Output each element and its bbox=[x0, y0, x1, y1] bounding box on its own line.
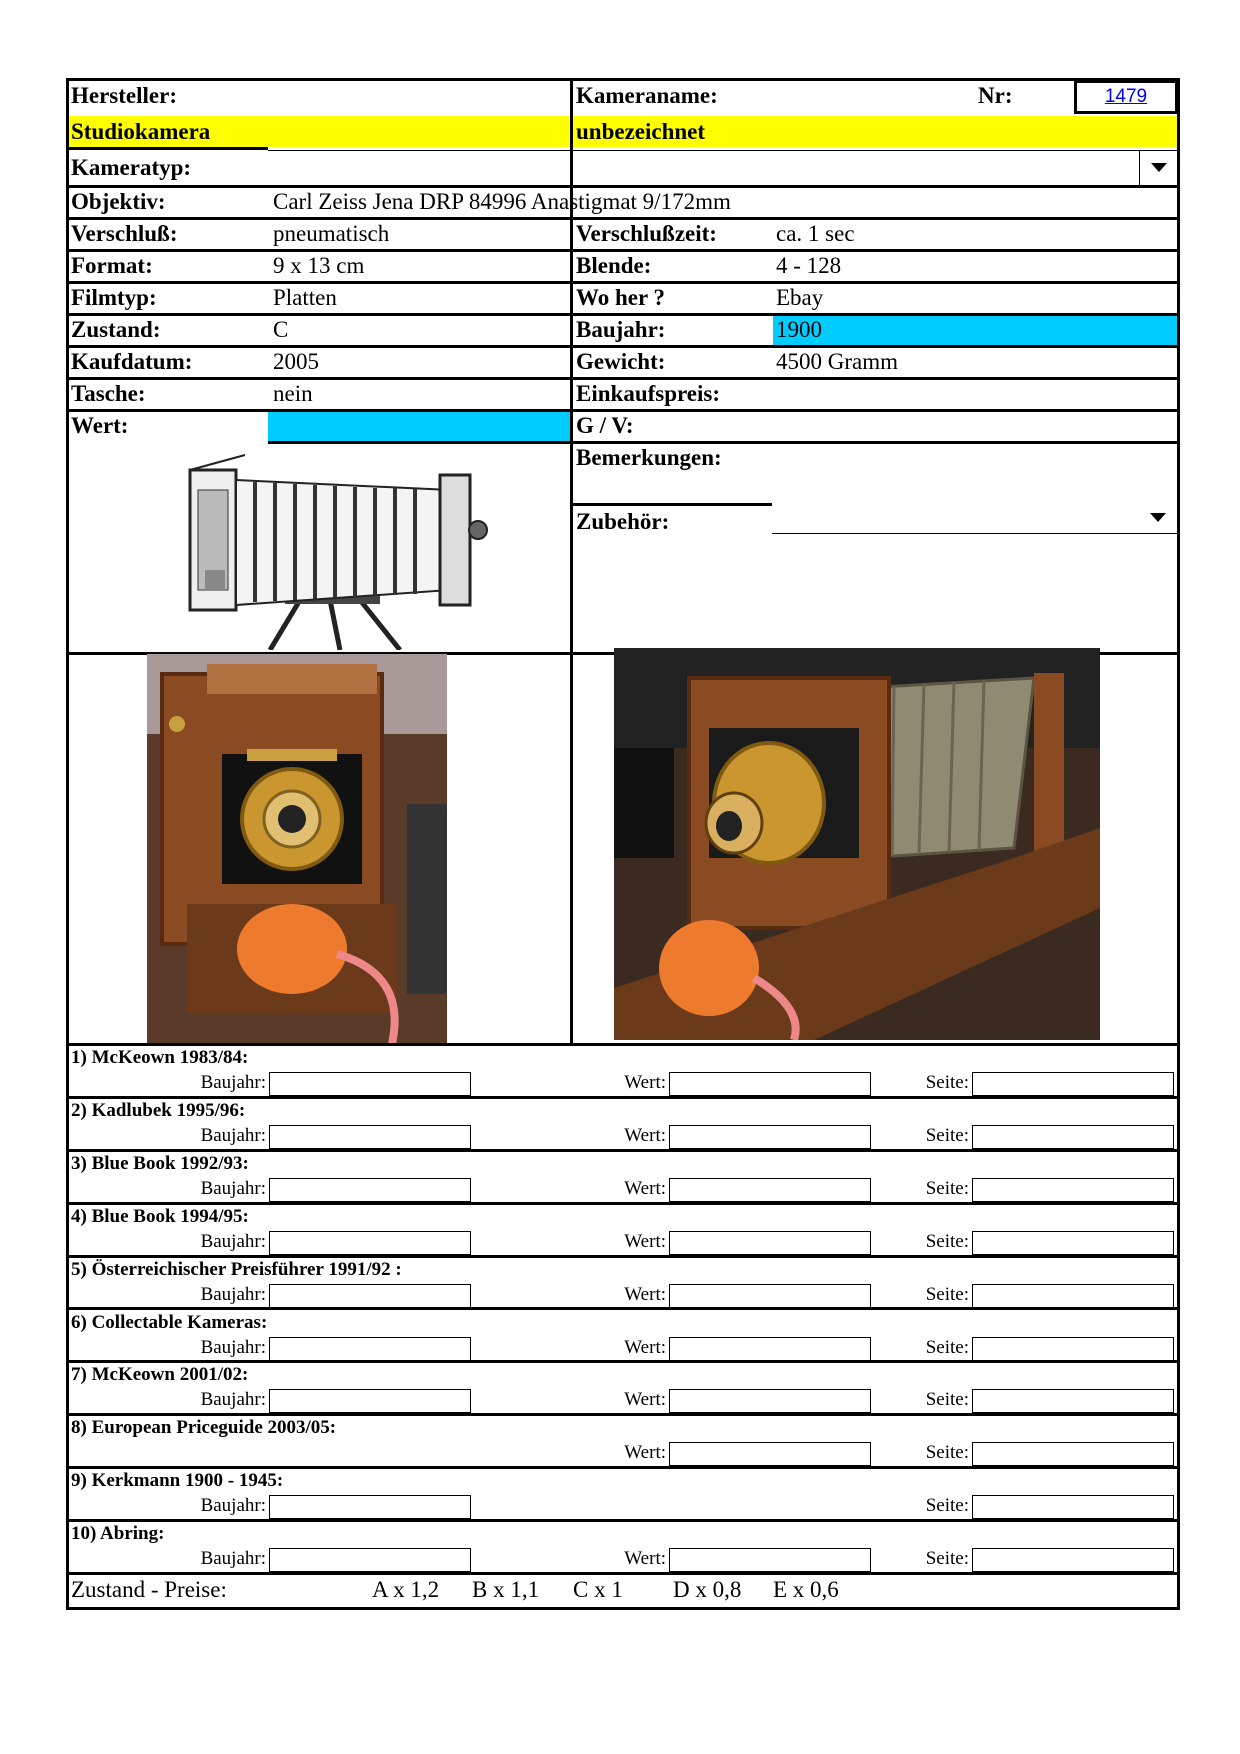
wert-input[interactable] bbox=[669, 1178, 871, 1202]
baujahr-input[interactable] bbox=[269, 1389, 471, 1413]
kameraname-value: unbezeichnet bbox=[576, 119, 706, 144]
preis-e: E x 0,6 bbox=[773, 1577, 839, 1602]
nr-label: Nr: bbox=[978, 83, 1013, 108]
reference-row bbox=[66, 1363, 1180, 1416]
seite-label: Seite: bbox=[925, 1548, 969, 1570]
wert-label: Wert: bbox=[624, 1177, 666, 1199]
woher-value: Ebay bbox=[776, 285, 824, 310]
reference-row bbox=[66, 1522, 1180, 1575]
baujahr-label: Baujahr: bbox=[200, 1072, 266, 1093]
reference-row bbox=[66, 1099, 1180, 1152]
baujahr-label: Baujahr: bbox=[200, 1230, 266, 1252]
kameratyp-dropdown-button[interactable] bbox=[1139, 150, 1178, 185]
kameraname-label: Kameraname: bbox=[576, 83, 718, 108]
reference-title: 5) Österreichischer Preisführer 1991/92 : bbox=[71, 1258, 402, 1280]
wert-label: Wert: bbox=[624, 1124, 666, 1146]
baujahr-label: Baujahr: bbox=[200, 1283, 266, 1305]
objektiv-value: Carl Zeiss Jena DRP 84996 Anastigmat 9/172mm bbox=[273, 189, 731, 214]
preis-a: A x 1,2 bbox=[372, 1577, 440, 1602]
reference-title: 10) Abring: bbox=[71, 1523, 165, 1545]
baujahr-input[interactable] bbox=[269, 1178, 471, 1202]
baujahr-input[interactable] bbox=[269, 1231, 471, 1255]
verschlusszeit-value: ca. 1 sec bbox=[776, 221, 855, 246]
preis-c: C x 1 bbox=[573, 1577, 623, 1602]
wert-input[interactable] bbox=[669, 1125, 871, 1149]
reference-title: 9) Kerkmann 1900 - 1945: bbox=[71, 1470, 284, 1492]
blende-value: 4 - 128 bbox=[776, 253, 842, 278]
reference-title: 2) Kadlubek 1995/96: bbox=[71, 1099, 246, 1121]
preis-b: B x 1,1 bbox=[472, 1577, 540, 1602]
reference-title: 8) European Priceguide 2003/05: bbox=[71, 1417, 337, 1439]
price-references bbox=[66, 1046, 1180, 1575]
baujahr-input[interactable] bbox=[269, 1495, 471, 1519]
seite-label: Seite: bbox=[925, 1442, 969, 1464]
center-divider-top bbox=[570, 78, 573, 658]
hersteller-value: Studiokamera bbox=[71, 119, 211, 144]
seite-label: Seite: bbox=[925, 1124, 969, 1146]
seite-input[interactable] bbox=[972, 1495, 1174, 1519]
seite-label: Seite: bbox=[925, 1283, 969, 1305]
baujahr-label: Baujahr: bbox=[200, 1124, 266, 1146]
wert-label: Wert: bbox=[624, 1072, 666, 1093]
format-value: 9 x 13 cm bbox=[273, 253, 365, 278]
wert-label: Wert: bbox=[624, 1389, 666, 1411]
wert-label: Wert: bbox=[624, 1548, 666, 1570]
seite-input[interactable] bbox=[972, 1442, 1174, 1466]
nr-box bbox=[1074, 80, 1178, 114]
gewicht-label: Gewicht: bbox=[576, 349, 666, 374]
filmtyp-label: Filmtyp: bbox=[71, 285, 157, 310]
seite-label: Seite: bbox=[925, 1177, 969, 1199]
baujahr-input[interactable] bbox=[269, 1284, 471, 1308]
seite-input[interactable] bbox=[972, 1125, 1174, 1149]
bemerkungen-label: Bemerkungen: bbox=[576, 445, 722, 470]
seite-input[interactable] bbox=[972, 1178, 1174, 1202]
wert-label: Wert: bbox=[71, 413, 129, 438]
zustand-value: C bbox=[273, 317, 289, 342]
baujahr-input[interactable] bbox=[269, 1337, 471, 1361]
objektiv-label: Objektiv: bbox=[71, 189, 166, 214]
filmtyp-value: Platten bbox=[273, 285, 337, 310]
wert-input[interactable] bbox=[669, 1284, 871, 1308]
chevron-down-icon[interactable] bbox=[1150, 513, 1166, 522]
reference-row bbox=[66, 1469, 1180, 1522]
zubehoer-label: Zubehör: bbox=[576, 509, 670, 534]
reference-title: 7) McKeown 2001/02: bbox=[71, 1364, 249, 1386]
line-under-hersteller bbox=[66, 147, 268, 150]
reference-divider bbox=[66, 1572, 1180, 1575]
baujahr-input[interactable] bbox=[269, 1072, 471, 1096]
wert-input[interactable] bbox=[669, 1389, 871, 1413]
preis-d: D x 0,8 bbox=[673, 1577, 742, 1602]
seite-label: Seite: bbox=[925, 1336, 969, 1358]
verschluss-label: Verschluß: bbox=[71, 221, 178, 246]
reference-title: 4) Blue Book 1994/95: bbox=[71, 1205, 249, 1227]
frame-bottom bbox=[66, 1607, 1180, 1610]
baujahr-label: Baujahr: bbox=[200, 1548, 266, 1570]
line-under-wert bbox=[268, 441, 570, 444]
zubehoer-underline bbox=[772, 533, 1177, 534]
einkaufspreis-label: Einkaufspreis: bbox=[576, 381, 721, 406]
reference-row bbox=[66, 1311, 1180, 1364]
kaufdatum-value: 2005 bbox=[273, 349, 319, 374]
reference-row bbox=[66, 1205, 1180, 1258]
blende-label: Blende: bbox=[576, 253, 652, 278]
seite-input[interactable] bbox=[972, 1548, 1174, 1572]
format-label: Format: bbox=[71, 253, 153, 278]
camera-sketch-image bbox=[160, 450, 490, 650]
baujahr-input[interactable] bbox=[269, 1548, 471, 1572]
baujahr-input[interactable] bbox=[269, 1125, 471, 1149]
seite-label: Seite: bbox=[925, 1495, 969, 1517]
reference-title: 6) Collectable Kameras: bbox=[71, 1311, 268, 1333]
wert-label: Wert: bbox=[624, 1230, 666, 1252]
reference-row bbox=[66, 1152, 1180, 1205]
wert-input[interactable] bbox=[669, 1337, 871, 1361]
reference-row bbox=[66, 1046, 1180, 1099]
tasche-label: Tasche: bbox=[71, 381, 146, 406]
zustand-label: Zustand: bbox=[71, 317, 161, 342]
baujahr-label: Baujahr: bbox=[200, 1495, 266, 1517]
kameratyp-label: Kameratyp: bbox=[71, 155, 192, 180]
wert-highlight bbox=[268, 412, 570, 441]
reference-row bbox=[66, 1258, 1180, 1311]
gv-label: G / V: bbox=[576, 413, 634, 438]
seite-input[interactable] bbox=[972, 1337, 1174, 1361]
center-divider-photos bbox=[570, 652, 573, 1046]
wert-input[interactable] bbox=[669, 1548, 871, 1572]
seite-input[interactable] bbox=[972, 1231, 1174, 1255]
verschluss-value: pneumatisch bbox=[273, 221, 390, 246]
kaufdatum-label: Kaufdatum: bbox=[71, 349, 193, 374]
baujahr-highlight bbox=[773, 316, 1177, 345]
woher-label: Wo her ? bbox=[576, 285, 666, 310]
zustand-preise-label: Zustand - Preise: bbox=[71, 1577, 227, 1602]
nr-link[interactable]: 1479 bbox=[1104, 86, 1148, 107]
seite-label: Seite: bbox=[925, 1230, 969, 1252]
wert-input[interactable] bbox=[669, 1231, 871, 1255]
seite-input[interactable] bbox=[972, 1389, 1174, 1413]
wert-label: Wert: bbox=[624, 1336, 666, 1358]
baujahr-label: Baujahr: bbox=[576, 317, 666, 342]
kameratyp-topline bbox=[268, 150, 1177, 151]
seite-label: Seite: bbox=[925, 1389, 969, 1411]
baujahr-value: 1900 bbox=[776, 317, 822, 342]
reference-title: 1) McKeown 1983/84: bbox=[71, 1047, 249, 1068]
seite-input[interactable] bbox=[972, 1072, 1174, 1096]
reference-row bbox=[66, 1416, 1180, 1469]
camera-photo-side bbox=[614, 648, 1100, 1040]
wert-input[interactable] bbox=[669, 1442, 871, 1466]
line-under-bemerkungen bbox=[570, 503, 772, 506]
baujahr-label: Baujahr: bbox=[200, 1389, 266, 1411]
baujahr-label: Baujahr: bbox=[200, 1336, 266, 1358]
wert-input[interactable] bbox=[669, 1072, 871, 1096]
gewicht-value: 4500 Gramm bbox=[776, 349, 899, 374]
reference-title: 3) Blue Book 1992/93: bbox=[71, 1152, 249, 1174]
wert-label: Wert: bbox=[624, 1283, 666, 1305]
baujahr-label: Baujahr: bbox=[200, 1177, 266, 1199]
wert-label: Wert: bbox=[624, 1442, 666, 1464]
chevron-down-icon bbox=[1151, 163, 1167, 172]
seite-input[interactable] bbox=[972, 1284, 1174, 1308]
verschlusszeit-label: Verschlußzeit: bbox=[576, 221, 717, 246]
seite-label: Seite: bbox=[925, 1072, 969, 1093]
hersteller-label: Hersteller: bbox=[71, 83, 177, 108]
camera-photo-front bbox=[147, 654, 447, 1044]
tasche-value: nein bbox=[273, 381, 313, 406]
